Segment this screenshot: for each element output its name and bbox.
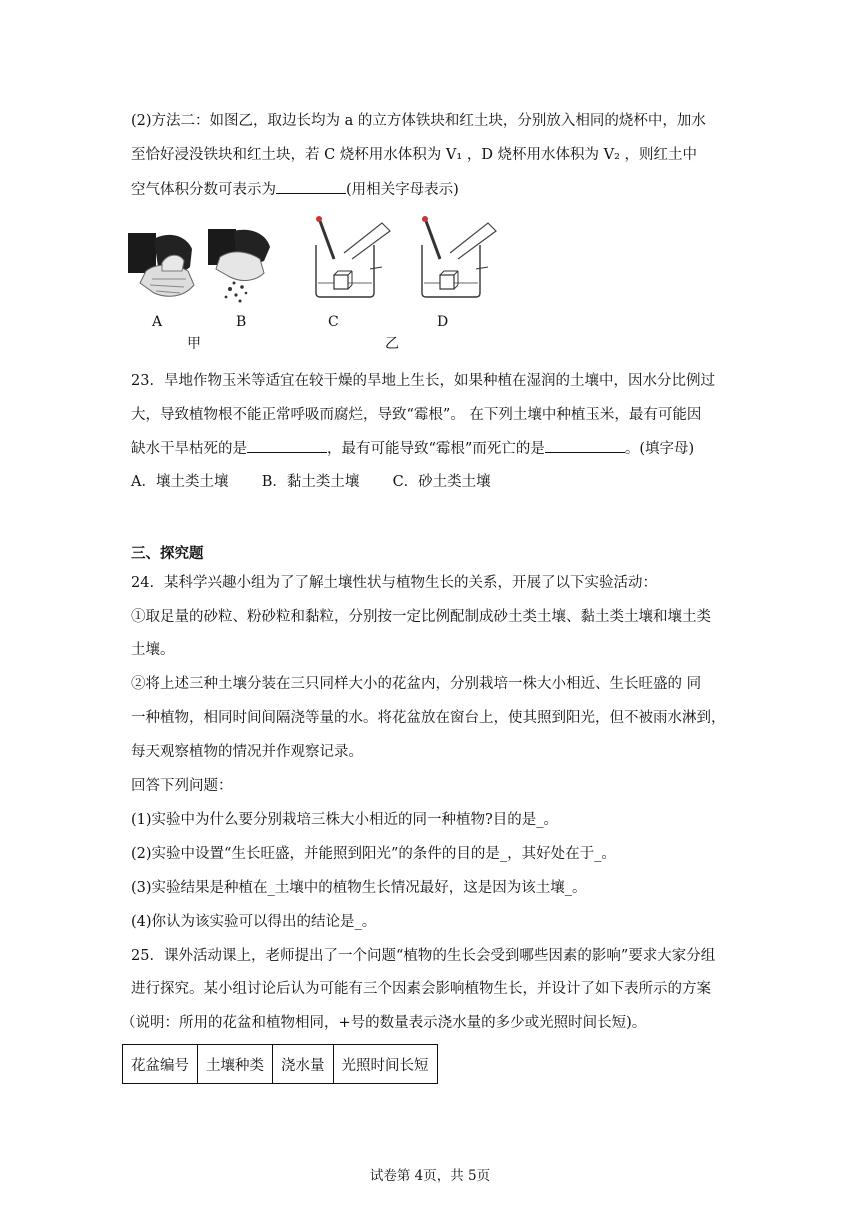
- table-header-cell: 花盆编号: [123, 1045, 198, 1084]
- figure-d-beaker-image: [412, 215, 504, 307]
- q22-method2-line3: 空气体积分数可表示为 (用相关字母表示): [131, 179, 459, 200]
- q24-step2-line2: 一种植物，相同时间间隔浇等量的水。将花盆放在窗台上，使其照到阳光，但不被雨水淋到，: [131, 710, 726, 726]
- q23-line1: 23．旱地作物玉米等适宜在较干燥的旱地上生长，如果种植在湿润的土壤中，因水分比例过: [131, 373, 715, 389]
- figure-group-yi: 乙: [385, 336, 399, 352]
- figure-label-d: D: [437, 314, 449, 330]
- answer-blank-2[interactable]: [545, 438, 625, 453]
- q23-options: [131, 472, 491, 492]
- q24-sub1: (1)实验中为什么要分别栽培三株大小相近的同一种植物?目的是_。: [131, 812, 559, 828]
- figure-jia-yi: [128, 215, 508, 355]
- q22-method2-line1: (2)方法二：如图乙，取边长均为 a 的立方体铁块和红土块，分别放入相同的烧杯中，加水: [131, 113, 706, 129]
- answer-blank-1[interactable]: [247, 438, 327, 453]
- q25-plan-table: [122, 1044, 438, 1084]
- option-c: C．砂土类土壤: [392, 474, 491, 490]
- q23-line2: 大，导致植物根不能正常呼吸而腐烂，导致“霉根”。 在下列土壤中种植玉米，最有可能因: [131, 407, 702, 423]
- table-header-cell: 土壤种类: [198, 1045, 273, 1084]
- q24-sub3: (3)实验结果是种植在_土壤中的植物生长情况最好，这是因为该土壤_。: [131, 880, 587, 896]
- q25-line1: 25．课外活动课上，老师提出了一个问题“植物的生长会受到哪些因素的影响”要求大家分组: [131, 948, 716, 964]
- page-footer: 试卷第 4页，共 5页: [369, 1168, 491, 1184]
- figure-c-beaker-image: [306, 215, 398, 307]
- q24-step1-line2: 土壤。: [131, 642, 175, 658]
- q24-step1-line1: ①取足量的砂粒、粉砂粒和黏粒，分别按一定比例配制成砂土类土壤、黏土类土壤和壤土类: [131, 609, 711, 625]
- q22-method2-line2: 至恰好浸没铁块和红土块，若 C 烧杯用水体积为 V₁ ，D 烧杯用水体积为 V₂ ，则红土中: [131, 147, 698, 163]
- figure-label-b: B: [236, 314, 247, 330]
- q23-line3: 缺水干旱枯死的是 ，最有可能导致“霉根”而死亡的是 。(填字母): [131, 438, 694, 459]
- q24-intro: 24．某科学兴趣小组为了了解土壤性状与植物生长的关系，开展了以下实验活动：: [131, 575, 657, 591]
- table-header-cell: 光照时间长短: [333, 1045, 437, 1084]
- figure-a-hands-image: [128, 223, 200, 311]
- q24-sub2: (2)实验中设置“生长旺盛，并能照到阳光”的条件的目的是_，其好处在于_。: [131, 846, 616, 862]
- option-b: B．黏土类土壤: [261, 474, 360, 490]
- q24-sub4: (4)你认为该实验可以得出的结论是_。: [131, 914, 377, 930]
- section-title: 三、探究题: [131, 545, 204, 562]
- figure-label-c: C: [328, 314, 339, 330]
- answer-blank[interactable]: [276, 179, 346, 194]
- figure-b-hands-image: [206, 223, 278, 311]
- q24-step2-line1: ②将上述三种土壤分装在三只同样大小的花盆内，分别栽培一株大小相近、生长旺盛的 同: [131, 676, 702, 692]
- q24-step2-line3: 每天观察植物的情况并作观察记录。: [131, 744, 363, 760]
- q24-answer-prompt: 回答下列问题：: [131, 778, 233, 794]
- q25-line2: 进行探究。某小组讨论后认为可能有三个因素会影响植物生长，并设计了如下表所示的方案: [131, 981, 711, 997]
- figure-label-a: A: [152, 314, 163, 330]
- table-header-cell: 浇水量: [273, 1045, 334, 1084]
- option-a: A．壤土类土壤: [131, 474, 229, 490]
- q25-line3: （说明：所用的花盆和植物相同，+号的数量表示浇水量的多少或光照时间长短)。: [121, 1015, 647, 1031]
- figure-group-jia: 甲: [187, 336, 201, 352]
- table-header-row: [123, 1045, 438, 1084]
